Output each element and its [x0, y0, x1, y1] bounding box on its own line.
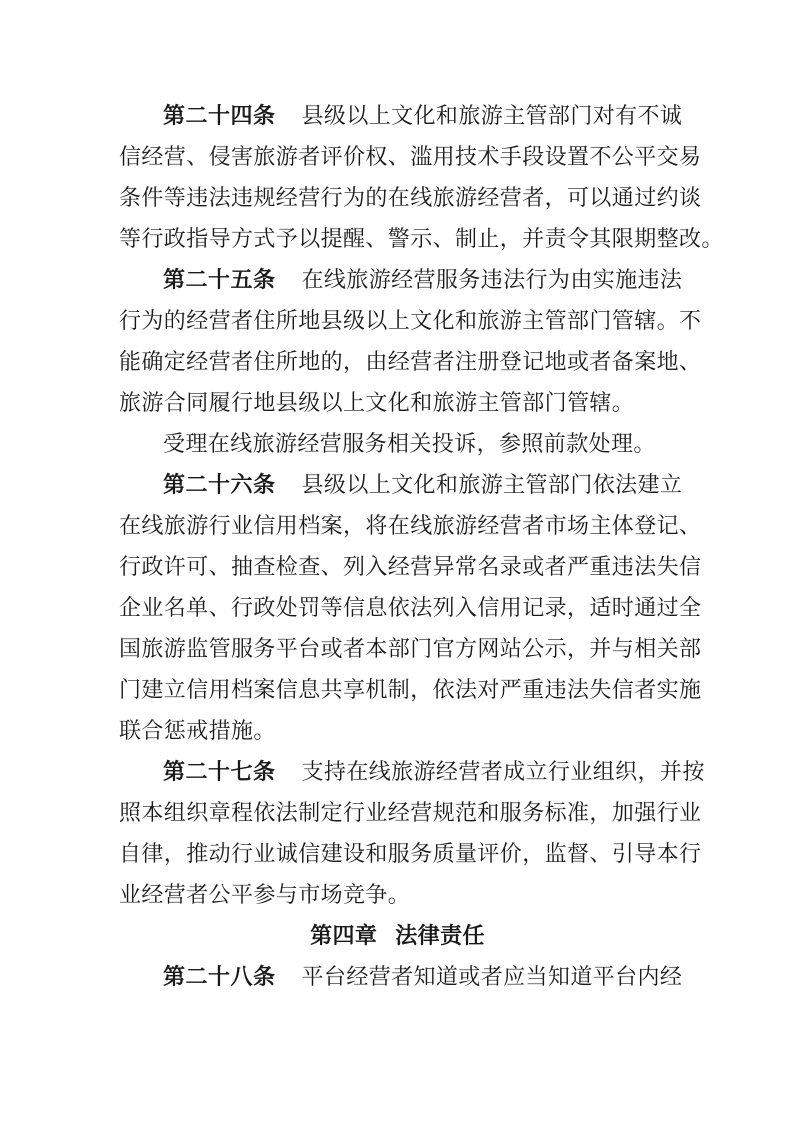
document-page: [119, 96, 724, 998]
article-26-line-2: 在线旅游行业信用档案，将在线旅游经营者市场主体登记、: [119, 514, 702, 539]
article-25-line-2: 行为的经营者住所地县级以上文化和旅游主管部门管辖。不: [119, 309, 702, 334]
chapter-4-heading: [119, 916, 676, 957]
article-27-line-2: 照本组织章程依法制定行业经营规范和服务标准，加强行业: [119, 801, 702, 826]
article-26-text-1: 县级以上文化和旅游主管部门依法建立: [301, 473, 683, 498]
article-28-line-1: [119, 957, 683, 998]
article-27-label: 第二十七条: [163, 760, 276, 785]
article-24-line-4: 等行政指导方式予以提醒、警示、制止，并责令其限期整改。: [119, 227, 724, 252]
article-24-label: 第二十四条: [163, 104, 276, 129]
article-27-line-1: [119, 752, 705, 793]
article-24-line-1: [119, 96, 683, 137]
article-24-text-1: 县级以上文化和旅游主管部门对有不诚: [301, 104, 683, 129]
article-26-line-5: 国旅游监管服务平台或者本部门官方网站公示，并与相关部: [119, 637, 702, 662]
article-27-line-3: 自律，推动行业诚信建设和服务质量评价，监督、引导本行: [119, 842, 702, 867]
article-26-line-1: [119, 465, 683, 506]
article-26-line-6: 门建立信用档案信息共享机制，依法对严重违法失信者实施: [119, 678, 702, 703]
article-27-line-4: 业经营者公平参与市场竞争。: [119, 883, 411, 908]
chapter-number: 第四章: [310, 924, 378, 949]
article-26-line-4: 企业名单、行政处罚等信息依法列入信用记录，适时通过全: [119, 596, 702, 621]
article-25-paragraph-2: 受理在线旅游经营服务相关投诉，参照前款处理。: [163, 432, 656, 457]
article-24-line-2: 信经营、侵害旅游者评价权、滥用技术手段设置不公平交易: [119, 145, 702, 170]
article-28-text-1: 平台经营者知道或者应当知道平台内经: [301, 965, 683, 990]
article-27-text-1: 支持在线旅游经营者成立行业组织，并按: [301, 760, 705, 785]
article-25-line-3: 能确定经营者住所地的，由经营者注册登记地或者备案地、: [119, 350, 702, 375]
article-25-label: 第二十五条: [163, 268, 276, 293]
article-25-text-1: 在线旅游经营服务违法行为由实施违法: [301, 268, 683, 293]
article-25-line-4: 旅游合同履行地县级以上文化和旅游主管部门管辖。: [119, 391, 635, 416]
article-24-line-3: 条件等违法违规经营行为的在线旅游经营者，可以通过约谈: [119, 186, 702, 211]
article-25-line-1: [119, 260, 683, 301]
article-26-line-3: 行政许可、抽查检查、列入经营异常名录或者严重违法失信: [119, 555, 702, 580]
chapter-title: 法律责任: [395, 924, 485, 949]
article-26-label: 第二十六条: [163, 473, 276, 498]
article-28-label: 第二十八条: [163, 965, 276, 990]
article-26-line-7: 联合惩戒措施。: [119, 719, 276, 744]
